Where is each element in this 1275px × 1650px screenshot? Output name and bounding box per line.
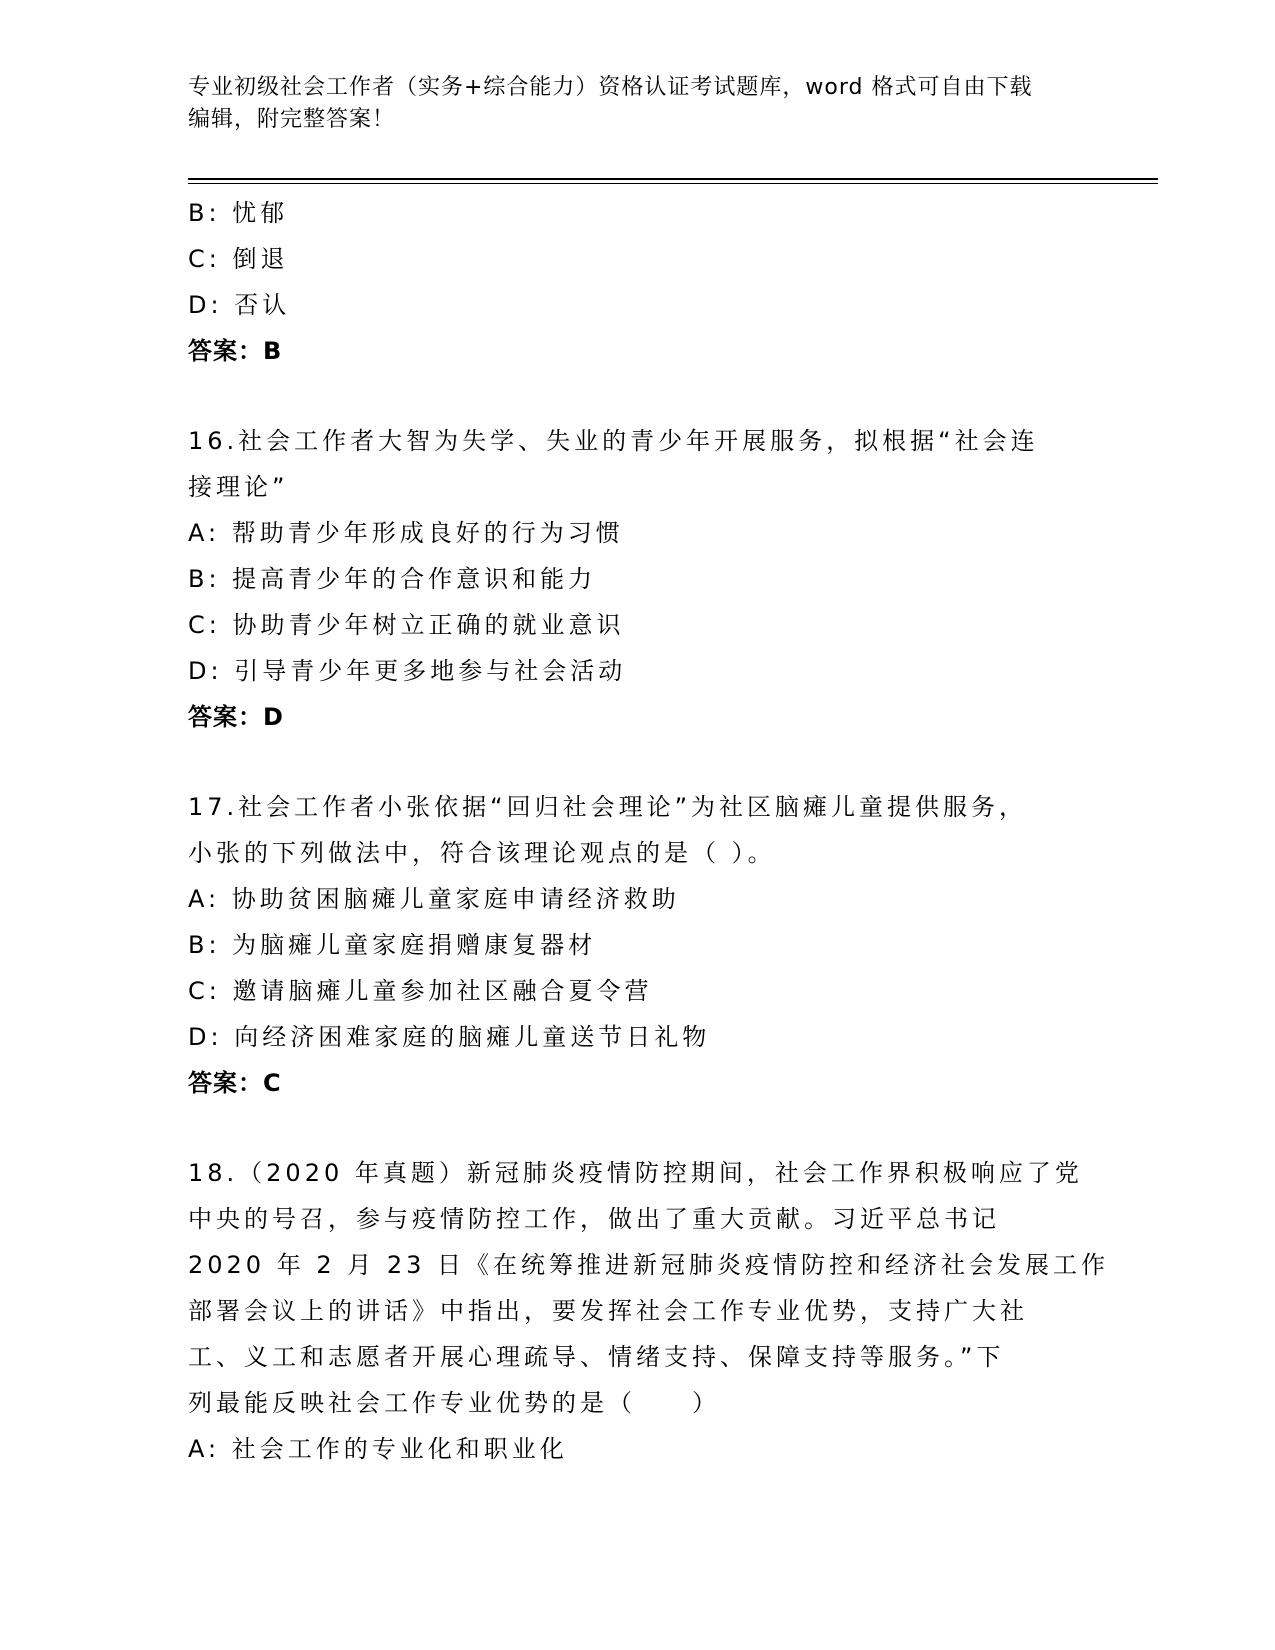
question-stem [188,1150,1110,1426]
question-stem-line: 部署会议上的讲话》中指出，要发挥社会工作专业优势，支持广大社 [188,1297,1028,1325]
option-c: C: 协助青少年树立正确的就业意识 [188,611,625,639]
answer-label: 答案：B [188,337,283,365]
question-stem-line: 16.社会工作者大智为失学、失业的青少年开展服务，拟根据“社会连 [188,427,1039,455]
header-divider-thin [188,183,1158,184]
header-line-2: 编辑，附完整答案！ [188,107,396,132]
option-d: D: 向经济困难家庭的脑瘫儿童送节日礼物 [188,1023,711,1051]
page-header [188,72,1088,136]
question-16 [188,418,1088,740]
answer-label: 答案：D [188,703,284,731]
question-stem-line: 接理论” [188,473,289,501]
option-a: A: 社会工作的专业化和职业化 [188,1435,568,1463]
option-c: C: 倒退 [188,245,289,273]
question-stem [188,418,1088,510]
header-line-1: 专业初级社会工作者（实务+综合能力）资格认证考试题库，word 格式可自由下载 [188,75,1033,100]
option-a: A: 帮助青少年形成良好的行为习惯 [188,519,624,547]
question-stem-line: 中央的号召，参与疫情防控工作，做出了重大贡献。习近平总书记 [188,1205,1000,1233]
option-d: D: 否认 [188,291,291,319]
answer-label: 答案：C [188,1069,282,1097]
question-stem-line: 18.（2020 年真题）新冠肺炎疫情防控期间，社会工作界积极响应了党 [188,1159,1083,1187]
question-stem-line: 小张的下列做法中，符合该理论观点的是（ ）。 [188,839,776,867]
question-18 [188,1150,1110,1472]
option-b: B: 提高青少年的合作意识和能力 [188,565,597,593]
question-stem-line: 列最能反映社会工作专业优势的是（ ） [188,1389,720,1417]
question-15-continued [188,190,1088,374]
question-list [188,190,1110,1472]
question-17 [188,784,1088,1106]
option-a: A: 协助贫困脑瘫儿童家庭申请经济救助 [188,885,680,913]
question-stem-line: 工、义工和志愿者开展心理疏导、情绪支持、保障支持等服务。”下 [188,1343,1005,1371]
option-c: C: 邀请脑瘫儿童参加社区融合夏令营 [188,977,653,1005]
question-stem-line: 17.社会工作者小张依据“回归社会理论”为社区脑瘫儿童提供服务， [188,793,1028,821]
option-b: B: 忧郁 [188,199,289,227]
question-stem-line: 2020 年 2 月 23 日《在统筹推进新冠肺炎疫情防控和经济社会发展工作 [188,1251,1110,1279]
question-stem [188,784,1088,876]
option-b: B: 为脑瘫儿童家庭捐赠康复器材 [188,931,597,959]
header-divider-thick [188,178,1158,180]
option-d: D: 引导青少年更多地参与社会活动 [188,657,627,685]
